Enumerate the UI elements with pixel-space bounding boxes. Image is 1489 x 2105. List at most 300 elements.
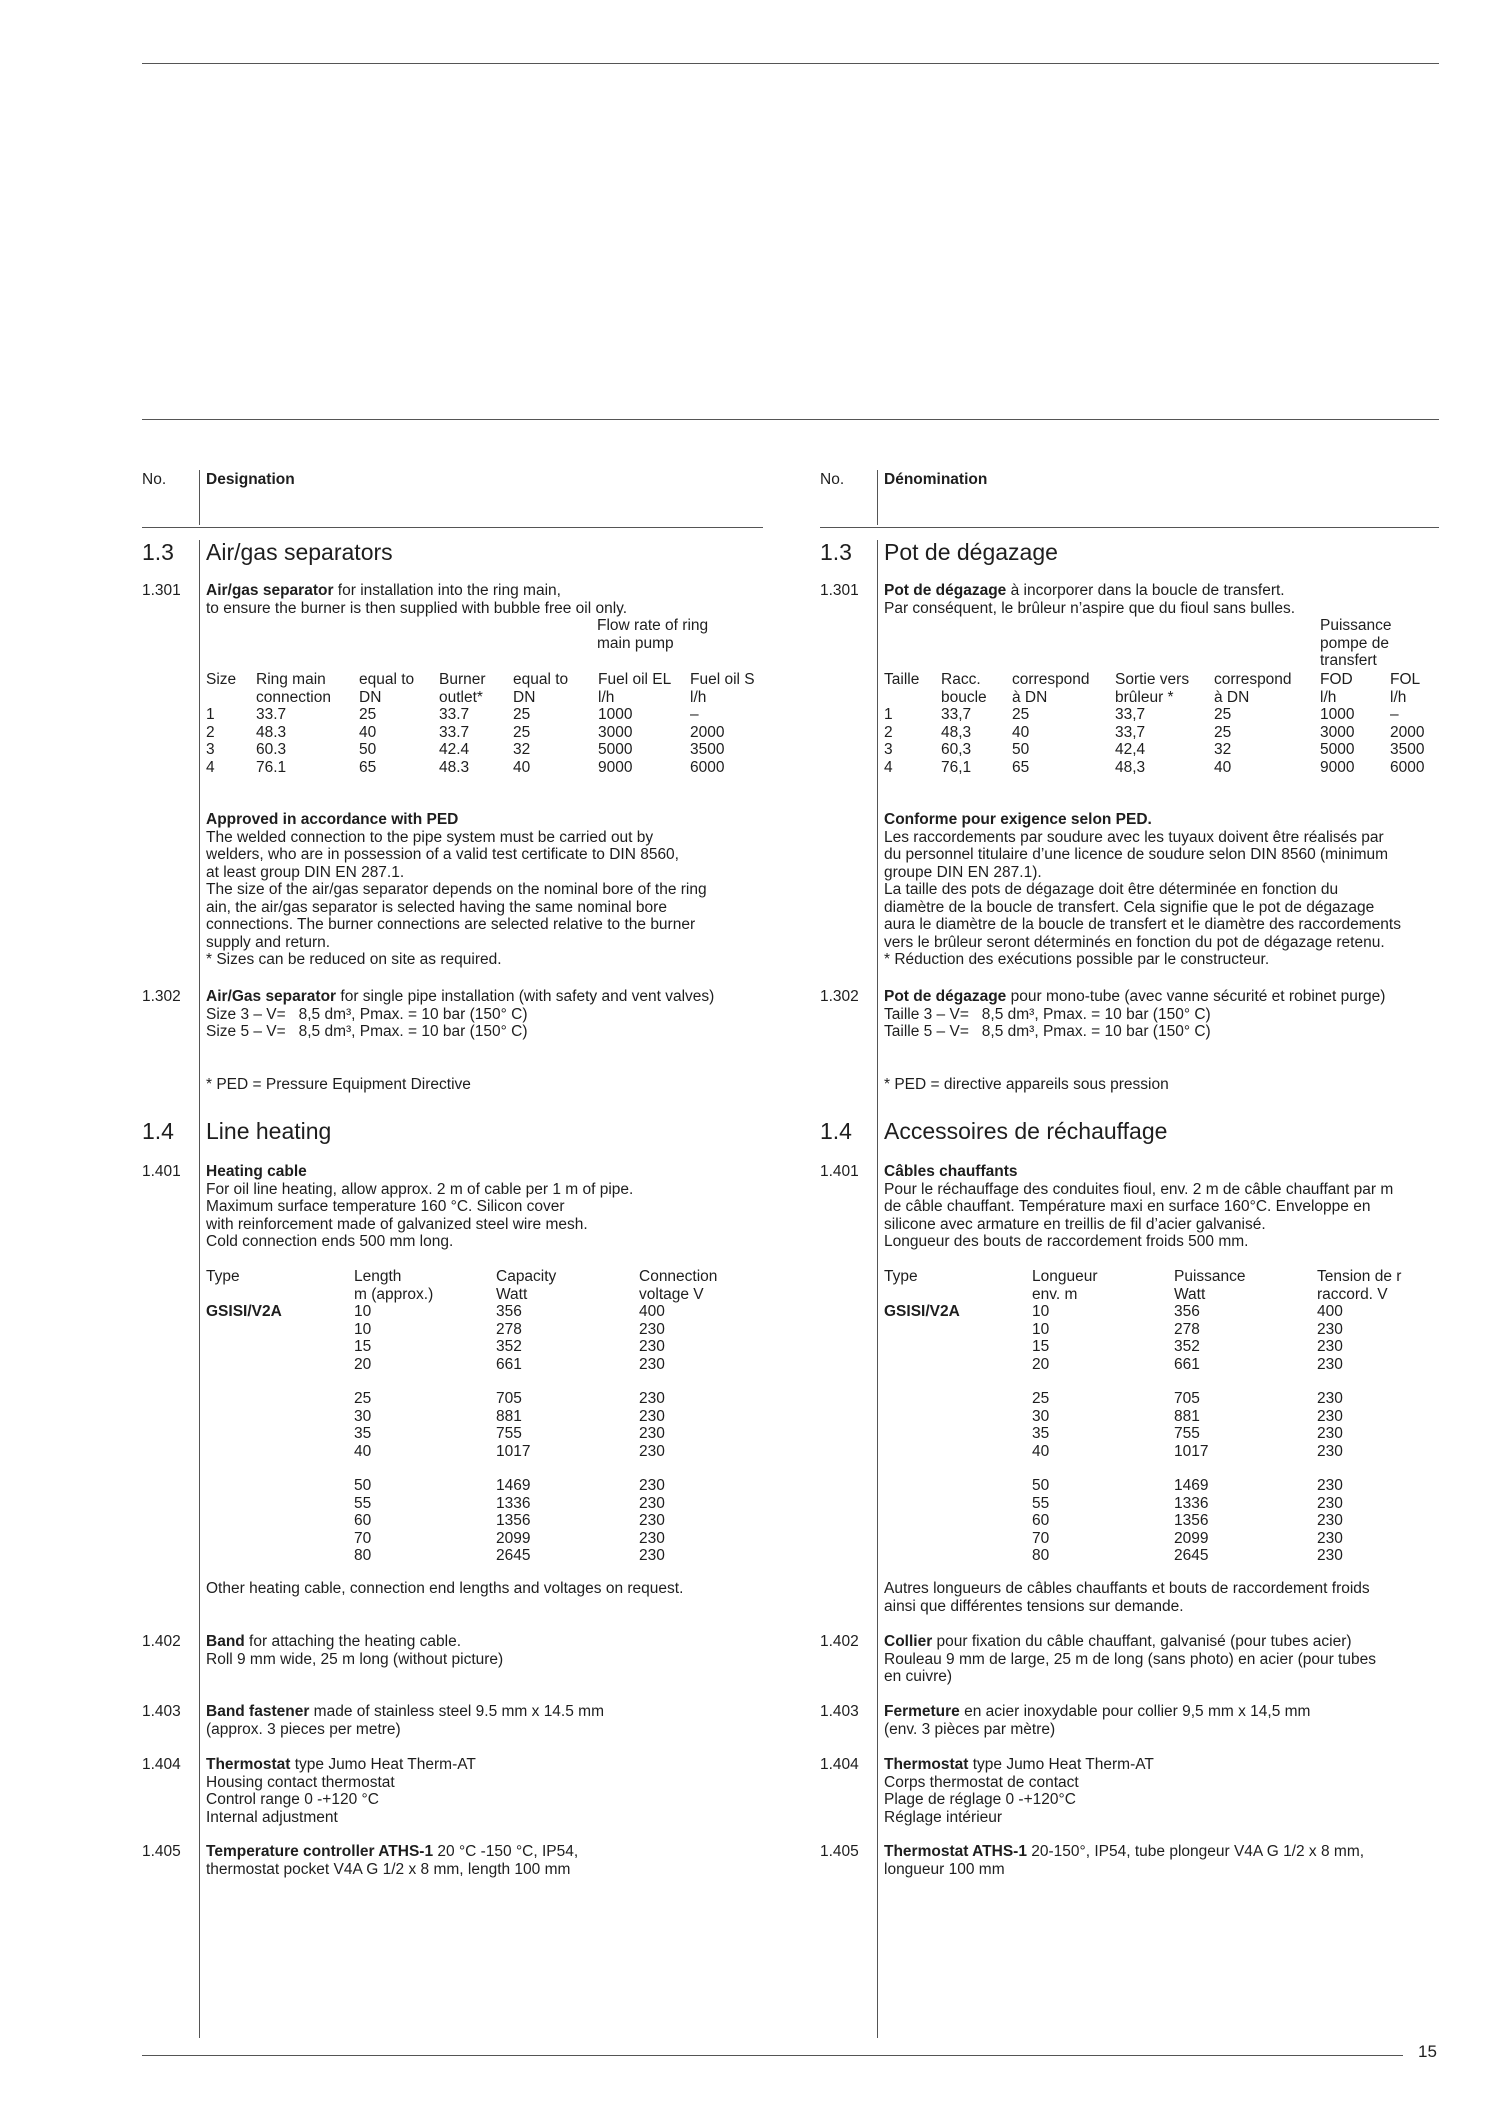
table-cell: 48,3 — [1115, 758, 1146, 776]
table-cell: 5000 — [598, 741, 633, 758]
table-cell: 2099 — [496, 1529, 531, 1547]
table-row — [206, 759, 760, 777]
table-cell: 40 — [354, 1442, 372, 1460]
fr-item-number-1404: 1.404 — [820, 1756, 859, 1773]
table-row — [884, 741, 1440, 759]
fr-1302-text: pour mono-tube (avec vanne sécurité et robinet purge) — [1006, 988, 1386, 1005]
table-cell: 278 — [1174, 1320, 1200, 1338]
table-cell: 33.7 — [256, 706, 287, 723]
en-item-number-1403: 1.403 — [142, 1703, 181, 1720]
fr-1401-line: silicone avec armature en treillis de fil d’acier galvanisé. — [884, 1215, 1266, 1233]
table-cell: 50 — [1012, 741, 1030, 758]
table-row — [884, 1477, 1417, 1495]
table-cell: 230 — [1317, 1320, 1343, 1338]
table-cell: 15 — [1032, 1338, 1050, 1355]
en-ped-line: ain, the air/gas separator is selected having the same nominal bore — [206, 898, 667, 916]
table-header-cell: boucle — [941, 688, 987, 706]
fr-1403-line: (env. 3 pièces par mètre) — [884, 1720, 1056, 1738]
table-cell: 1336 — [1174, 1494, 1209, 1512]
table-cell: 4 — [884, 758, 893, 776]
fr-1301-flow-header — [1320, 617, 1392, 670]
en-1405-line: thermostat pocket V4A G 1/2 x 8 mm, length 100 mm — [206, 1860, 571, 1878]
table-header-cell: FOL — [1390, 671, 1421, 688]
table-cell: 2000 — [1390, 723, 1425, 741]
en-ped-heading: Approved in accordance with PED — [206, 811, 459, 828]
fr-1402-line: Rouleau 9 mm de large, 25 m de long (sans photo) en acier (pour tubes — [884, 1650, 1376, 1668]
fr-section-1-4-number: 1.4 — [820, 1118, 852, 1144]
table-header-cell: connection — [256, 688, 331, 706]
table-header-cell: Fuel oil EL — [598, 671, 672, 688]
table-header-cell: à DN — [1012, 688, 1048, 706]
fr-1404-bold: Thermostat — [884, 1756, 969, 1773]
table-cell: 9000 — [1320, 758, 1355, 776]
table-cell: 755 — [1174, 1425, 1200, 1442]
table-cell: 30 — [1032, 1407, 1050, 1425]
table-cell: 5000 — [1320, 741, 1355, 758]
table-cell: 2 — [884, 723, 893, 741]
table-cell: 48.3 — [256, 723, 287, 741]
en-1401-line: Maximum surface temperature 160 °C. Silicon cover — [206, 1198, 565, 1215]
table-cell: 20 — [1032, 1355, 1050, 1373]
footer-rule — [142, 2055, 1403, 2056]
fr-item-1403 — [884, 1703, 1444, 1738]
table-cell: 3000 — [598, 723, 633, 741]
table-cell: 70 — [1032, 1529, 1050, 1547]
table-header-cell: DN — [513, 688, 536, 706]
table-cell: 10 — [1032, 1320, 1050, 1338]
table-cell: 230 — [639, 1442, 665, 1460]
table-cell: 70 — [354, 1529, 372, 1547]
table-cell: 40 — [359, 723, 377, 741]
fr-item-number-1405: 1.405 — [820, 1843, 859, 1860]
table-header-cell: à DN — [1214, 688, 1250, 706]
table-cell: 10 — [1032, 1303, 1050, 1320]
table-cell: 60 — [354, 1512, 372, 1529]
en-1405-bold: Temperature controller ATHS-1 — [206, 1843, 434, 1860]
en-1301-flow-head2: main pump — [597, 634, 674, 652]
fr-item-1402 — [884, 1633, 1444, 1686]
table-cell: 25 — [1214, 723, 1232, 741]
en-1402-text: for attaching the heating cable. — [244, 1633, 462, 1650]
table-header-cell: Racc. — [941, 671, 981, 688]
fr-1404-line: Réglage intérieur — [884, 1808, 1003, 1826]
fr-ped-block — [884, 811, 1444, 969]
table-cell: 2099 — [1174, 1529, 1209, 1547]
fr-1405-line: longueur 100 mm — [884, 1860, 1005, 1878]
en-body-divider — [199, 540, 200, 2038]
en-1403-text: made of stainless steel 9.5 mm x 14.5 mm — [309, 1703, 604, 1720]
table-cell: 50 — [359, 741, 377, 758]
en-1302-line: Size 3 – V= 8,5 dm³, Pmax. = 10 bar (150° C) — [206, 1005, 528, 1023]
header-top-rule — [142, 419, 1439, 420]
table-cell: 3500 — [1390, 741, 1425, 758]
table-row — [884, 1338, 1417, 1356]
table-cell: 40 — [1012, 723, 1030, 741]
table-cell: 25 — [513, 706, 531, 723]
table-cell: 661 — [1174, 1355, 1200, 1373]
fr-item-number-1301: 1.301 — [820, 582, 859, 599]
table-cell: 60 — [1032, 1512, 1050, 1529]
table-cell: 25 — [513, 723, 531, 741]
table-header-cell: Type — [206, 1268, 240, 1285]
table-cell: 40 — [513, 758, 531, 776]
table-cell: 4 — [206, 758, 215, 776]
table-row — [206, 1303, 739, 1321]
table-cell: 230 — [639, 1512, 665, 1529]
fr-1302-line: Taille 5 – V= 8,5 dm³, Pmax. = 10 bar (150° C) — [884, 1023, 1211, 1040]
table-cell: 33,7 — [1115, 706, 1146, 723]
table-header-cell: Watt — [1174, 1285, 1206, 1303]
fr-1302-line: Taille 3 – V= 8,5 dm³, Pmax. = 10 bar (150° C) — [884, 1005, 1211, 1023]
en-item-1301-intro — [206, 582, 766, 617]
fr-ped-line: aura le diamètre de la boucle de transfert et le diamètre des raccordements — [884, 916, 1401, 933]
en-item-number-1402: 1.402 — [142, 1633, 181, 1650]
table-row — [884, 1321, 1417, 1339]
fr-1301-flow-head1: Puissance — [1320, 617, 1392, 634]
en-1301-table — [206, 671, 760, 776]
table-cell: 65 — [1012, 758, 1030, 776]
table-header-cell: voltage V — [639, 1285, 704, 1303]
table-header-cell: Size — [206, 671, 237, 688]
fr-1402-bold: Collier — [884, 1633, 933, 1650]
table-cell: 1000 — [598, 706, 633, 723]
fr-body-divider — [877, 540, 878, 2038]
en-section-1-4-number: 1.4 — [142, 1118, 174, 1144]
fr-1401-line: Pour le réchauffage des conduites fioul, env. 2 m de câble chauffant par m — [884, 1180, 1394, 1198]
fr-1401-table — [884, 1268, 1417, 1565]
table-cell: 1 — [884, 706, 893, 723]
fr-item-number-1402: 1.402 — [820, 1633, 859, 1650]
table-header-cell — [884, 1286, 1032, 1304]
en-section-1-3-number: 1.3 — [142, 539, 174, 565]
type-cell: GSISI/V2A — [206, 1303, 282, 1320]
fr-1401-line: Longueur des bouts de raccordement froids 500 mm. — [884, 1233, 1249, 1250]
table-cell: 1336 — [496, 1494, 531, 1512]
en-header-divider — [199, 470, 200, 525]
en-item-number-1401: 1.401 — [142, 1163, 181, 1180]
table-cell: 356 — [1174, 1303, 1200, 1320]
table-cell: 1017 — [1174, 1442, 1209, 1460]
en-1401-line: Cold connection ends 500 mm long. — [206, 1233, 454, 1250]
table-cell: 65 — [359, 758, 377, 776]
table-row — [884, 759, 1440, 777]
table-row — [884, 724, 1440, 742]
en-1302-line: Size 5 – V= 8,5 dm³, Pmax. = 10 bar (150° C) — [206, 1023, 528, 1040]
table-cell: 661 — [496, 1355, 522, 1373]
table-row — [206, 1512, 739, 1530]
fr-1404-text: type Jumo Heat Therm-AT — [968, 1756, 1154, 1773]
fr-header-divider — [877, 470, 878, 525]
en-1302-text: for single pipe installation (with safety and vent valves) — [336, 988, 715, 1005]
table-cell: 230 — [639, 1320, 665, 1338]
table-cell: 1469 — [1174, 1477, 1209, 1494]
table-row — [206, 1390, 739, 1408]
table-cell: 25 — [1012, 706, 1030, 723]
table-cell: 1469 — [496, 1477, 531, 1494]
table-header-row — [884, 1286, 1417, 1304]
fr-1404-line: Corps thermostat de contact — [884, 1773, 1079, 1791]
table-cell: 230 — [639, 1529, 665, 1547]
table-cell: 6000 — [1390, 758, 1425, 776]
table-row — [206, 706, 760, 724]
table-header-cell: Connection — [639, 1268, 718, 1285]
fr-item-1401 — [884, 1163, 1444, 1251]
table-cell: 25 — [1214, 706, 1232, 723]
en-1402-line: Roll 9 mm wide, 25 m long (without picture) — [206, 1650, 504, 1668]
en-item-number-1405: 1.405 — [142, 1843, 181, 1860]
en-item-1401 — [206, 1163, 766, 1251]
en-item-1404 — [206, 1756, 766, 1826]
fr-1401-bold: Câbles chauffants — [884, 1163, 1018, 1180]
table-cell: 230 — [639, 1338, 665, 1355]
table-cell: 60.3 — [256, 741, 287, 758]
en-1301-text1: for installation into the ring main, — [333, 582, 561, 599]
table-cell: 230 — [1317, 1529, 1343, 1547]
table-cell: 48.3 — [439, 758, 470, 776]
table-header-row — [884, 1268, 1417, 1286]
table-header-cell: l/h — [690, 688, 707, 706]
table-cell: 3000 — [1320, 723, 1355, 741]
fr-1301-flow-head3: transfert — [1320, 652, 1377, 669]
fr-1402-line: en cuivre) — [884, 1668, 953, 1685]
fr-1404-line: Plage de réglage 0 -+120°C — [884, 1791, 1076, 1808]
table-cell: 400 — [639, 1303, 665, 1320]
table-cell: 230 — [1317, 1512, 1343, 1529]
en-ped-line: supply and return. — [206, 933, 331, 951]
en-1401-note: Other heating cable, connection end lengths and voltages on request. — [206, 1580, 684, 1597]
fr-section-1-3-number: 1.3 — [820, 539, 852, 565]
table-header-cell: FOD — [1320, 671, 1353, 688]
table-cell: 3500 — [690, 741, 725, 758]
table-header-cell: Ring main — [256, 671, 326, 688]
table-cell: 352 — [496, 1338, 522, 1355]
en-item-1402 — [206, 1633, 766, 1668]
table-cell: 230 — [1317, 1494, 1343, 1512]
table-cell: 76,1 — [941, 758, 972, 776]
fr-1405-text: 20-150°, IP54, tube plongeur V4A G 1/2 x 8 mm, — [1026, 1843, 1365, 1860]
table-row — [884, 706, 1440, 724]
table-cell: 230 — [1317, 1477, 1343, 1494]
table-cell: 80 — [1032, 1547, 1050, 1564]
en-1404-line: Control range 0 -+120 °C — [206, 1791, 379, 1808]
table-row — [884, 1408, 1417, 1426]
fr-col-designation-header: Dénomination — [884, 471, 988, 488]
table-header-cell: Sortie vers — [1115, 671, 1190, 688]
table-cell: 1 — [206, 706, 215, 723]
table-header-cell: Tension de r — [1317, 1268, 1402, 1285]
fr-1301-flow-head2: pompe de — [1320, 634, 1389, 652]
table-row — [884, 1303, 1417, 1321]
table-header-cell: Watt — [496, 1285, 528, 1303]
fr-1402-text: pour fixation du câble chauffant, galvanisé (pour tubes acier) — [932, 1633, 1352, 1650]
table-cell: 755 — [496, 1425, 522, 1442]
table-row — [206, 741, 760, 759]
table-header-cell: m (approx.) — [354, 1285, 434, 1303]
fr-1403-bold: Fermeture — [884, 1703, 960, 1720]
table-cell: 230 — [639, 1547, 665, 1564]
table-cell: 32 — [1214, 741, 1232, 758]
table-cell: 40 — [1032, 1442, 1050, 1460]
table-header-cell: env. m — [1032, 1285, 1078, 1303]
table-row — [884, 1356, 1417, 1374]
table-row — [206, 724, 760, 742]
table-cell: 400 — [1317, 1303, 1343, 1320]
table-header-cell: raccord. V — [1317, 1285, 1388, 1303]
fr-ped-footnote: * PED = directive appareils sous pression — [884, 1076, 1169, 1093]
en-item-number-1301: 1.301 — [142, 582, 181, 599]
en-ped-line: The size of the air/gas separator depends on the nominal bore of the ring — [206, 881, 707, 898]
table-cell: 80 — [354, 1547, 372, 1564]
table-row — [884, 1495, 1417, 1513]
table-row — [884, 1512, 1417, 1530]
table-cell: 50 — [1032, 1477, 1050, 1494]
table-cell: 55 — [354, 1494, 372, 1512]
table-row — [884, 1390, 1417, 1408]
table-header-cell — [884, 689, 941, 707]
en-ped-block — [206, 811, 766, 969]
table-cell: 76.1 — [256, 758, 287, 776]
fr-1405-bold: Thermostat ATHS-1 — [884, 1843, 1027, 1860]
en-item-1403 — [206, 1703, 766, 1738]
table-cell: 230 — [639, 1390, 665, 1407]
fr-1301-text2: Par conséquent, le brûleur n’aspire que du fioul sans bulles. — [884, 599, 1296, 617]
fr-1401-line: de câble chauffant. Température maxi en surface 160°C. Enveloppe en — [884, 1198, 1371, 1215]
table-cell: 32 — [513, 741, 531, 758]
page-number: 15 — [1418, 2042, 1437, 2061]
table-row — [206, 1477, 739, 1495]
table-row — [884, 1547, 1417, 1565]
en-col-designation-header: Designation — [206, 471, 295, 488]
fr-item-1301-intro — [884, 582, 1444, 617]
en-1401-line: For oil line heating, allow approx. 2 m of cable per 1 m of pipe. — [206, 1180, 634, 1198]
table-cell: 230 — [1317, 1547, 1343, 1564]
table-row — [884, 1530, 1417, 1548]
fr-ped-line: * Réduction des exécutions possible par le constructeur. — [884, 951, 1270, 968]
en-ped-line: at least group DIN EN 287.1. — [206, 863, 405, 881]
table-header-cell: Type — [884, 1268, 918, 1285]
table-header-cell: Burner — [439, 671, 486, 688]
table-header-cell: Capacity — [496, 1268, 557, 1285]
en-1401-table — [206, 1268, 739, 1565]
table-cell: 10 — [354, 1303, 372, 1320]
table-cell: 33,7 — [941, 706, 972, 723]
table-cell: 25 — [1032, 1390, 1050, 1407]
en-1301-bold: Air/gas separator — [206, 582, 334, 599]
en-ped-line: * Sizes can be reduced on site as required. — [206, 951, 502, 968]
fr-ped-line: diamètre de la boucle de transfert. Cela signifie que le pot de dégazage — [884, 898, 1375, 916]
table-cell: 25 — [359, 706, 377, 723]
table-cell: 6000 — [690, 758, 725, 776]
table-cell: 2 — [206, 723, 215, 741]
table-cell: 35 — [354, 1425, 372, 1442]
fr-ped-heading: Conforme pour exigence selon PED. — [884, 811, 1152, 828]
en-item-number-1302: 1.302 — [142, 988, 181, 1005]
table-row — [206, 1408, 739, 1426]
fr-ped-line: La taille des pots de dégazage doit être déterminée en fonction du — [884, 881, 1339, 898]
table-cell: 1017 — [496, 1442, 531, 1460]
fr-ped-line: vers le brûleur seront déterminés en fonction du pot de dégazage retenu. — [884, 933, 1385, 951]
table-header-cell: outlet* — [439, 688, 483, 706]
type-cell: GSISI/V2A — [884, 1303, 960, 1320]
en-ped-footnote: * PED = Pressure Equipment Directive — [206, 1076, 471, 1093]
en-col-no-header: No. — [142, 471, 167, 488]
en-1405-text: 20 °C -150 °C, IP54, — [433, 1843, 579, 1860]
table-header-cell: l/h — [1320, 688, 1337, 706]
table-cell: 9000 — [598, 758, 633, 776]
table-header-cell: correspond — [1214, 671, 1292, 688]
table-cell: 230 — [639, 1355, 665, 1373]
table-header-cell: DN — [359, 688, 382, 706]
en-section-1-4-title: Line heating — [206, 1118, 332, 1144]
table-row — [206, 1443, 739, 1461]
en-1301-flow-head1: Flow rate of ring — [597, 617, 709, 634]
table-cell: 3 — [206, 741, 215, 758]
table-row — [206, 1425, 739, 1443]
table-row — [206, 1321, 739, 1339]
table-cell: 3 — [884, 741, 893, 758]
table-cell: 60,3 — [941, 741, 972, 758]
table-cell: 1356 — [496, 1512, 531, 1529]
table-row — [884, 1443, 1417, 1461]
en-1301-text2: to ensure the burner is then supplied with bubble free oil only. — [206, 599, 628, 617]
table-cell: 35 — [1032, 1425, 1050, 1442]
en-1302-bold: Air/Gas separator — [206, 988, 337, 1005]
table-cell: 278 — [496, 1320, 522, 1338]
table-cell: 230 — [639, 1477, 665, 1494]
table-header-cell: Puissance — [1174, 1268, 1246, 1285]
table-cell: 50 — [354, 1477, 372, 1494]
table-cell: 352 — [1174, 1338, 1200, 1355]
table-cell: 42.4 — [439, 741, 470, 758]
en-1301-flow-header — [597, 617, 708, 652]
en-1402-bold: Band — [206, 1633, 245, 1650]
table-cell: 881 — [496, 1407, 522, 1425]
en-1403-line: (approx. 3 pieces per metre) — [206, 1720, 401, 1738]
table-row — [206, 1547, 739, 1565]
table-cell: 40 — [1214, 758, 1232, 776]
fr-1403-text: en acier inoxydable pour collier 9,5 mm x 14,5 mm — [959, 1703, 1311, 1720]
table-header-cell: equal to — [359, 671, 415, 688]
fr-1401-note — [884, 1580, 1444, 1615]
fr-1301-bold: Pot de dégazage — [884, 582, 1007, 599]
fr-section-1-4-title: Accessoires de réchauffage — [884, 1118, 1168, 1144]
table-cell: 705 — [1174, 1390, 1200, 1407]
en-1401-bold: Heating cable — [206, 1163, 307, 1180]
fr-1301-text1: à incorporer dans la boucle de transfert. — [1006, 582, 1285, 599]
table-cell: 230 — [1317, 1338, 1343, 1355]
table-cell: 33.7 — [439, 706, 470, 723]
table-header-row — [206, 671, 760, 689]
table-header-row — [206, 689, 760, 707]
table-row — [206, 1356, 739, 1374]
table-row — [206, 1530, 739, 1548]
table-cell: 2645 — [496, 1547, 531, 1564]
en-item-number-1404: 1.404 — [142, 1756, 181, 1773]
table-cell: 15 — [354, 1338, 372, 1355]
table-header-cell: Longueur — [1032, 1268, 1098, 1285]
table-cell: 30 — [354, 1407, 372, 1425]
fr-1301-table — [884, 671, 1440, 776]
table-cell: 25 — [354, 1390, 372, 1407]
table-header-cell: correspond — [1012, 671, 1090, 688]
en-item-1405 — [206, 1843, 766, 1878]
table-header-cell: equal to — [513, 671, 569, 688]
table-cell: – — [690, 706, 699, 723]
table-cell: 356 — [496, 1303, 522, 1320]
en-ped-line: welders, who are in possession of a valid test certificate to DIN 8560, — [206, 846, 679, 863]
fr-section-1-3-title: Pot de dégazage — [884, 539, 1058, 565]
table-cell: 20 — [354, 1355, 372, 1373]
